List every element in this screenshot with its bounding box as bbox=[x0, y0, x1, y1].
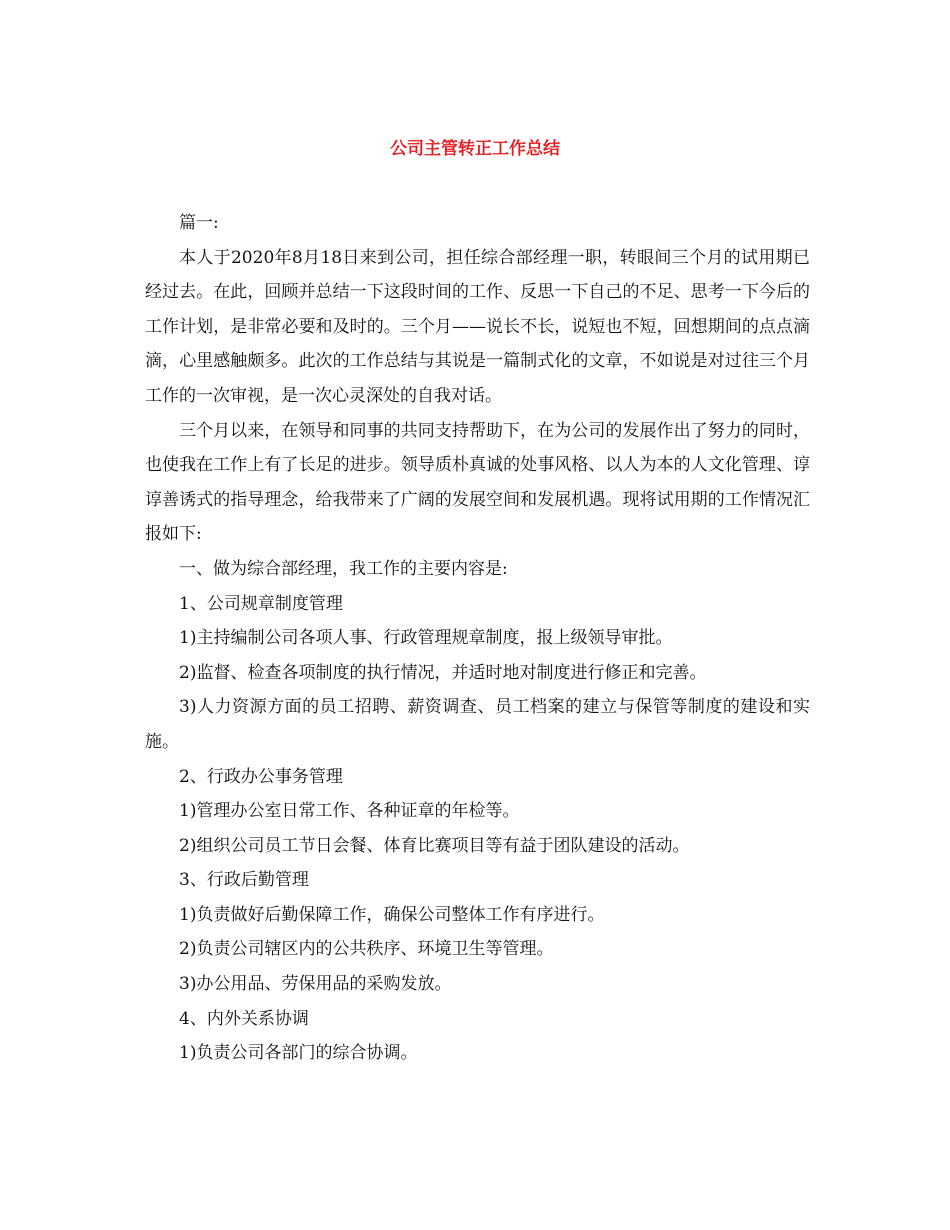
paragraph-heading-part-one: 篇一: bbox=[179, 213, 219, 233]
list-item: 1)负责做好后勤保障工作，确保公司整体工作有序进行。 bbox=[179, 904, 605, 925]
list-item: 1)主持编制公司各项人事、行政管理规章制度，报上级领导审批。 bbox=[179, 628, 673, 649]
list-item: 1)负责公司各部门的综合协调。 bbox=[179, 1043, 418, 1064]
document-body bbox=[145, 206, 810, 1071]
list-item: 1)管理办公室日常工作、各种证章的年检等。 bbox=[179, 801, 520, 822]
subsection-heading-logistics: 3、行政后勤管理 bbox=[179, 870, 309, 891]
paragraph-progress: 三个月以来，在领导和同事的共同支持帮助下，在为公司的发展作出了努力的同时，也使我在工作上有了长足的进步。领导质朴真诚的处事风格、以人为本的人文化管理、谆谆善诱式的指导理念，给我带来了广阔的发展空间和发展机遇。现将试用期的工作情况汇报如下: bbox=[145, 420, 810, 545]
paragraph-intro: 本人于2020年8月18日来到公司，担任综合部经理一职，转眼间三个月的试用期已经过去。在此，回顾并总结一下这段时间的工作、反思一下自己的不足、思考一下今后的工作计划，是非常必要和及时的。三个月——说长不长，说短也不短，回想期间的点点滴滴，心里感触颇多。此次的工作总结与其说是一篇制式化的文章，不如说是对过往三个月工作的一次审视，是一次心灵深处的自我对话。 bbox=[145, 247, 810, 406]
subsection-heading-rules: 1、公司规章制度管理 bbox=[179, 593, 343, 614]
list-item: 2)负责公司辖区内的公共秩序、环境卫生等管理。 bbox=[179, 939, 554, 960]
subsection-heading-office-affairs: 2、行政办公事务管理 bbox=[179, 766, 343, 787]
section-heading-main-duties: 一、做为综合部经理，我工作的主要内容是: bbox=[179, 558, 508, 579]
list-item: 2)组织公司员工节日会餐、体育比赛项目等有益于团队建设的活动。 bbox=[179, 835, 690, 856]
list-item: 3)办公用品、劳保用品的采购发放。 bbox=[179, 974, 452, 995]
document-title: 公司主管转正工作总结 bbox=[390, 139, 560, 159]
subsection-heading-relations: 4、内外关系协调 bbox=[179, 1008, 309, 1029]
list-item: 2)监督、检查各项制度的执行情况，并适时地对制度进行修正和完善。 bbox=[179, 662, 707, 683]
list-item: 3)人力资源方面的员工招聘、薪资调查、员工档案的建立与保管等制度的建设和实施。 bbox=[145, 697, 810, 752]
